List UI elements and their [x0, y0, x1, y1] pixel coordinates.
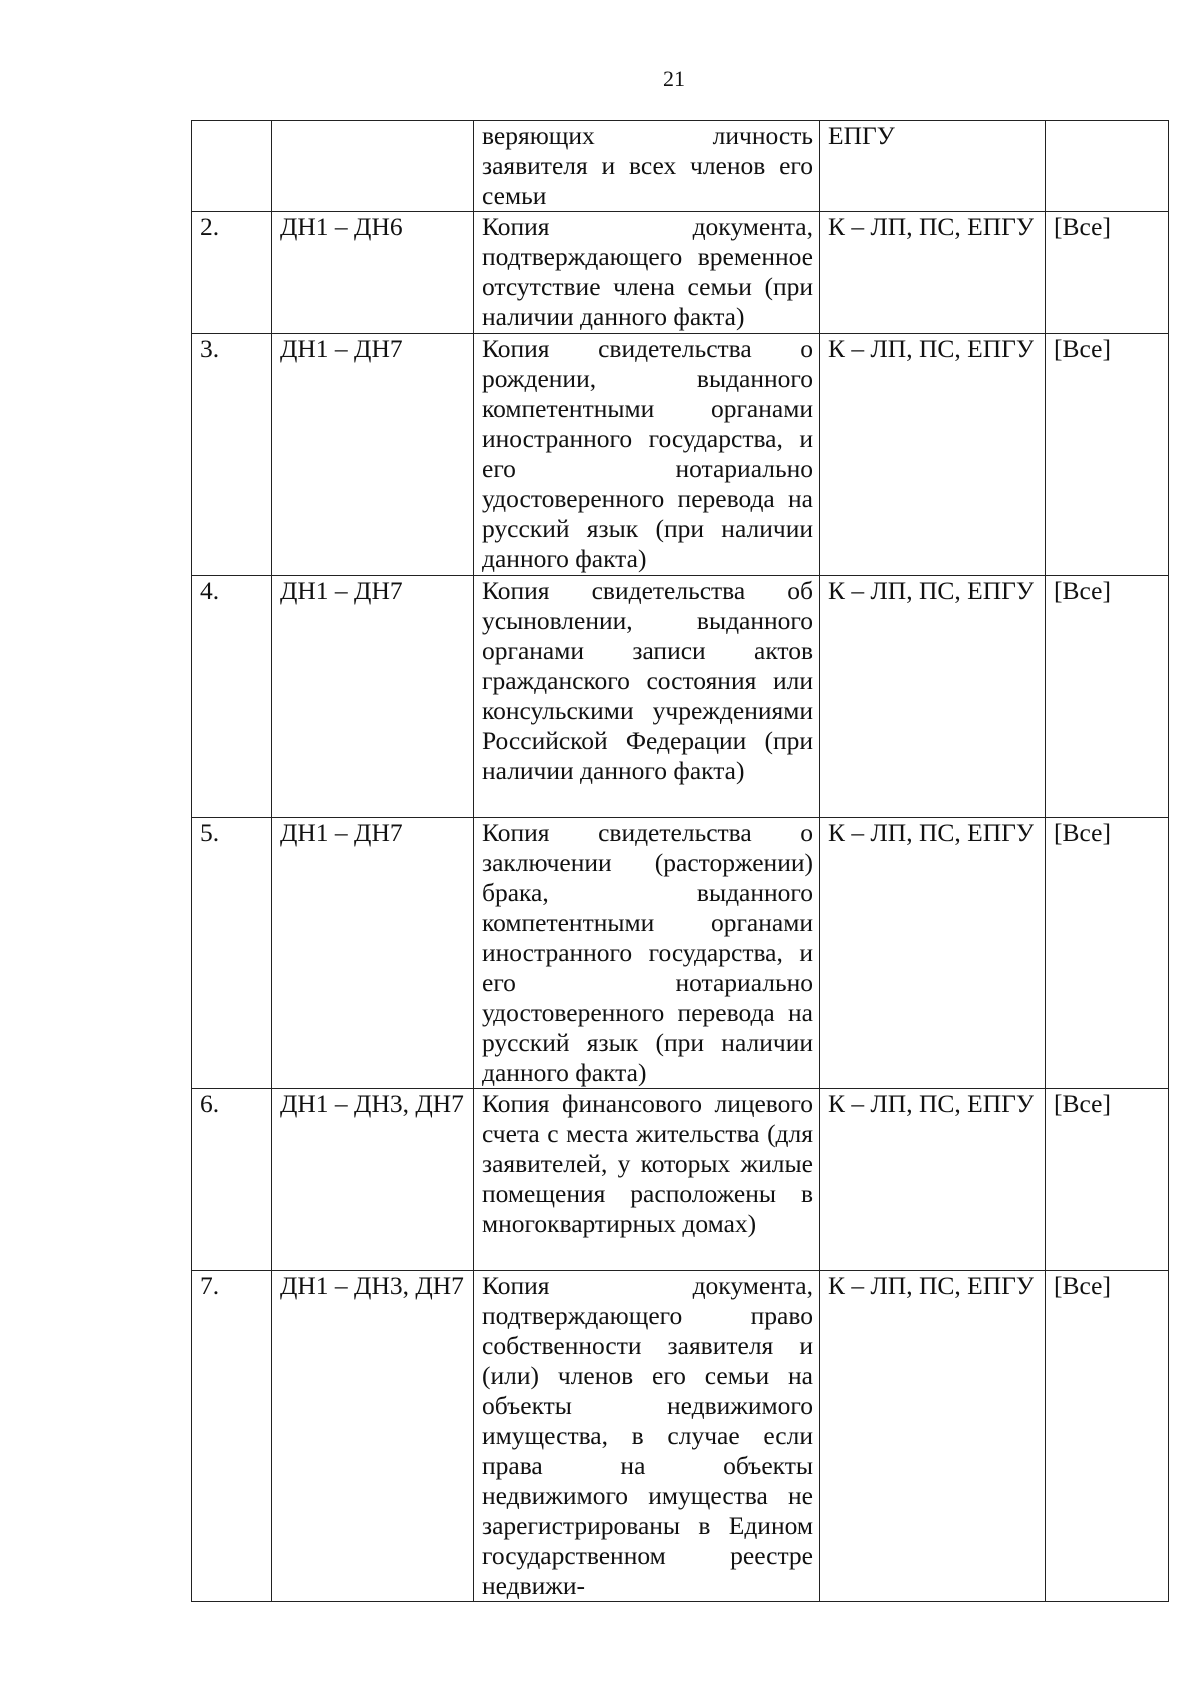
- row-codes: ДН1 – ДН7: [272, 576, 474, 818]
- row-codes: ДН1 – ДН3, ДН7: [272, 1089, 474, 1271]
- table-row: [192, 121, 1169, 212]
- table-row: [192, 818, 1169, 1089]
- row-scope: [Все]: [1046, 818, 1169, 1089]
- row-description: Копия документа, подтверждающего право собственности заявителя и (или) членов его семьи на объекты недвижимого имущества, в случае если права на объекты недвижимого имущества не зарегистрированы в Едином государственном реестре недвижи-: [474, 1271, 820, 1602]
- row-number: 2.: [192, 212, 272, 334]
- row-method: К – ЛП, ПС, ЕПГУ: [820, 1271, 1046, 1602]
- row-scope: [1046, 121, 1169, 212]
- row-description: Копия документа, подтверждающего временное отсутствие члена семьи (при наличии данного факта): [474, 212, 820, 334]
- row-scope: [Все]: [1046, 1089, 1169, 1271]
- page-number: 21: [663, 66, 685, 91]
- row-number: 7.: [192, 1271, 272, 1602]
- row-codes: ДН1 – ДН7: [272, 818, 474, 1089]
- row-method: К – ЛП, ПС, ЕПГУ: [820, 818, 1046, 1089]
- row-method: К – ЛП, ПС, ЕПГУ: [820, 334, 1046, 576]
- row-description: Копия финансового лицевого счета с места жительства (для заявителей, у которых жилые помещения расположены в многоквартирных домах): [474, 1089, 820, 1271]
- row-description: веряющих личность заявителя и всех членов его семьи: [474, 121, 820, 212]
- table-row: [192, 334, 1169, 576]
- row-codes: ДН1 – ДН7: [272, 334, 474, 576]
- row-description: Копия свидетельства об усыновлении, выданного органами записи актов гражданского состояния или консульскими учреждениями Российской Федерации (при наличии данного факта): [474, 576, 820, 818]
- row-scope: [Все]: [1046, 576, 1169, 818]
- row-scope: [Все]: [1046, 1271, 1169, 1602]
- row-number: [192, 121, 272, 212]
- row-number: 4.: [192, 576, 272, 818]
- row-number: 3.: [192, 334, 272, 576]
- row-method: К – ЛП, ПС, ЕПГУ: [820, 212, 1046, 334]
- row-number: 5.: [192, 818, 272, 1089]
- row-codes: [272, 121, 474, 212]
- row-codes: ДН1 – ДН3, ДН7: [272, 1271, 474, 1602]
- row-codes: ДН1 – ДН6: [272, 212, 474, 334]
- table-row: [192, 1271, 1169, 1602]
- row-description: Копия свидетельства о рождении, выданного компетентными органами иностранного государства, и его нотариально удостоверенного перевода на русский язык (при наличии данного факта): [474, 334, 820, 576]
- table-row: [192, 212, 1169, 334]
- table-row: [192, 1089, 1169, 1271]
- documents-table: [191, 120, 1169, 1602]
- row-method: К – ЛП, ПС, ЕПГУ: [820, 1089, 1046, 1271]
- row-description: Копия свидетельства о заключении (расторжении) брака, выданного компетентными органами иностранного государства, и его нотариально удостоверенного перевода на русский язык (при наличии данного факта): [474, 818, 820, 1089]
- row-scope: [Все]: [1046, 334, 1169, 576]
- row-scope: [Все]: [1046, 212, 1169, 334]
- row-method: ЕПГУ: [820, 121, 1046, 212]
- table-row: [192, 576, 1169, 818]
- row-number: 6.: [192, 1089, 272, 1271]
- row-method: К – ЛП, ПС, ЕПГУ: [820, 576, 1046, 818]
